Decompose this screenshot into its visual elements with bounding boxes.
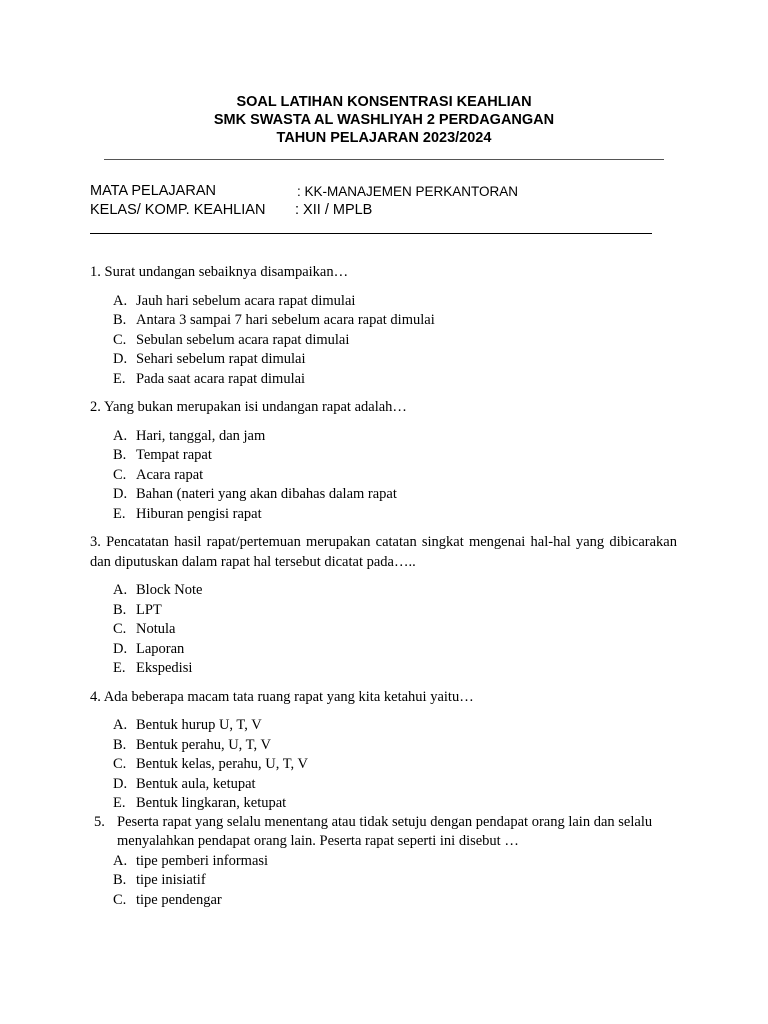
option-text: Jauh hari sebelum acara rapat dimulai <box>136 292 356 309</box>
question-text: 2. Yang bukan merupakan isi undangan rapat adalah… <box>90 399 407 415</box>
option-letter: A. <box>113 427 128 444</box>
option-item <box>113 311 677 331</box>
option-text: tipe pendengar <box>136 891 222 908</box>
option-list <box>90 427 677 525</box>
option-text: Bentuk lingkaran, ketupat <box>136 795 287 811</box>
option-letter: A. <box>113 852 128 869</box>
option-item <box>113 716 677 736</box>
option-letter: E. <box>113 505 126 522</box>
option-list <box>90 292 677 390</box>
option-letter: A. <box>113 717 128 733</box>
option-text: tipe pemberi informasi <box>136 852 269 869</box>
option-letter: B. <box>113 736 127 753</box>
option-item <box>113 350 677 370</box>
subject-label: MATA PELAJARAN <box>90 183 216 199</box>
option-item <box>113 775 677 795</box>
option-letter: B. <box>113 312 127 328</box>
option-letter: E. <box>113 795 126 811</box>
option-letter: E. <box>113 660 126 676</box>
question-text: 4. Ada beberapa macam tata ruang rapat yang kita ketahui yaitu… <box>90 688 474 705</box>
option-item <box>113 871 677 891</box>
option-text: Bentuk kelas, perahu, U, T, V <box>136 756 308 772</box>
header-school: SMK SWASTA AL WASHLIYAH 2 PERDAGANGAN <box>213 112 555 128</box>
option-item <box>113 659 677 679</box>
option-text: Sebulan sebelum acara rapat dimulai <box>136 331 350 348</box>
option-letter: C. <box>113 756 127 772</box>
option-text: Bahan (nateri yang akan dibahas dalam rapat <box>136 486 397 502</box>
option-list <box>90 716 677 814</box>
option-text: Bentuk hurup U, T, V <box>136 717 262 733</box>
option-text: Sehari sebelum rapat dimulai <box>136 351 306 367</box>
option-item <box>113 485 677 505</box>
option-letter: C. <box>113 621 127 637</box>
option-item <box>113 755 677 775</box>
question-3 <box>90 533 677 679</box>
option-item <box>113 292 677 312</box>
option-letter: B. <box>113 447 127 463</box>
option-item <box>113 601 677 621</box>
question-5 <box>90 813 677 852</box>
option-list <box>90 852 677 911</box>
header-year: TAHUN PELAJARAN 2023/2024 <box>276 130 492 146</box>
option-text: Pada saat acara rapat dimulai <box>136 370 306 387</box>
option-item <box>113 640 677 660</box>
option-item <box>113 427 677 447</box>
option-list <box>90 581 677 679</box>
option-letter: D. <box>113 351 128 367</box>
header-divider <box>104 159 664 160</box>
option-letter: C. <box>113 331 127 348</box>
option-text: Acara rapat <box>136 466 204 483</box>
question-2 <box>90 398 677 524</box>
option-item <box>113 331 677 351</box>
option-text: Laporan <box>136 640 185 657</box>
option-item <box>113 581 677 601</box>
option-letter: E. <box>113 370 126 387</box>
class-value: : XII / MPLB <box>295 202 373 218</box>
header-title: SOAL LATIHAN KONSENTRASI KEAHLIAN <box>236 94 532 110</box>
option-item <box>113 505 677 525</box>
option-text: Antara 3 sampai 7 hari sebelum acara rapat dimulai <box>136 312 435 328</box>
option-text: Ekspedisi <box>136 660 193 676</box>
option-item <box>113 370 677 390</box>
option-letter: A. <box>113 582 128 598</box>
option-letter: B. <box>113 872 127 888</box>
subject-value: : KK-MANAJEMEN PERKANTORAN <box>297 184 519 199</box>
option-letter: B. <box>113 601 127 618</box>
question-4 <box>90 688 677 814</box>
question-text: 3. Pencatatan hasil rapat/pertemuan merupakan catatan singkat mengenai hal-hal yang dibicarakan dan diputuskan dalam rapat hal tersebut dicatat pada….. <box>90 534 677 570</box>
option-item <box>113 620 677 640</box>
option-letter: A. <box>113 292 128 309</box>
info-divider <box>90 233 652 234</box>
option-text: Hiburan pengisi rapat <box>136 505 262 522</box>
option-item <box>113 794 677 814</box>
document-header <box>0 93 768 147</box>
option-text: tipe inisiatif <box>136 872 206 888</box>
option-text: Block Note <box>136 582 203 598</box>
option-text: LPT <box>136 601 162 618</box>
question-text: Peserta rapat yang selalu menentang atau tidak setuju dengan pendapat orang lain dan selalu menyalahkan pendapat orang lain. Peserta rapat seperti ini disebut … <box>117 813 653 849</box>
option-letter: D. <box>113 486 128 502</box>
option-item <box>113 852 677 872</box>
option-item <box>113 891 677 911</box>
option-text: Tempat rapat <box>136 447 212 463</box>
question-text: 1. Surat undangan sebaiknya disampaikan… <box>90 264 349 280</box>
option-letter: D. <box>113 775 128 792</box>
option-text: Bentuk aula, ketupat <box>136 775 256 792</box>
option-letter: D. <box>113 640 128 657</box>
class-label: KELAS/ KOMP. KEAHLIAN <box>90 202 266 218</box>
option-letter: C. <box>113 891 127 908</box>
option-item <box>113 446 677 466</box>
question-number: 5. <box>94 813 105 830</box>
question-1 <box>90 263 677 389</box>
question-list <box>90 263 677 910</box>
option-text: Hari, tanggal, dan jam <box>136 427 266 444</box>
option-item <box>113 466 677 486</box>
option-item <box>113 736 677 756</box>
option-letter: C. <box>113 466 127 483</box>
option-text: Bentuk perahu, U, T, V <box>136 736 271 753</box>
option-text: Notula <box>136 621 176 637</box>
